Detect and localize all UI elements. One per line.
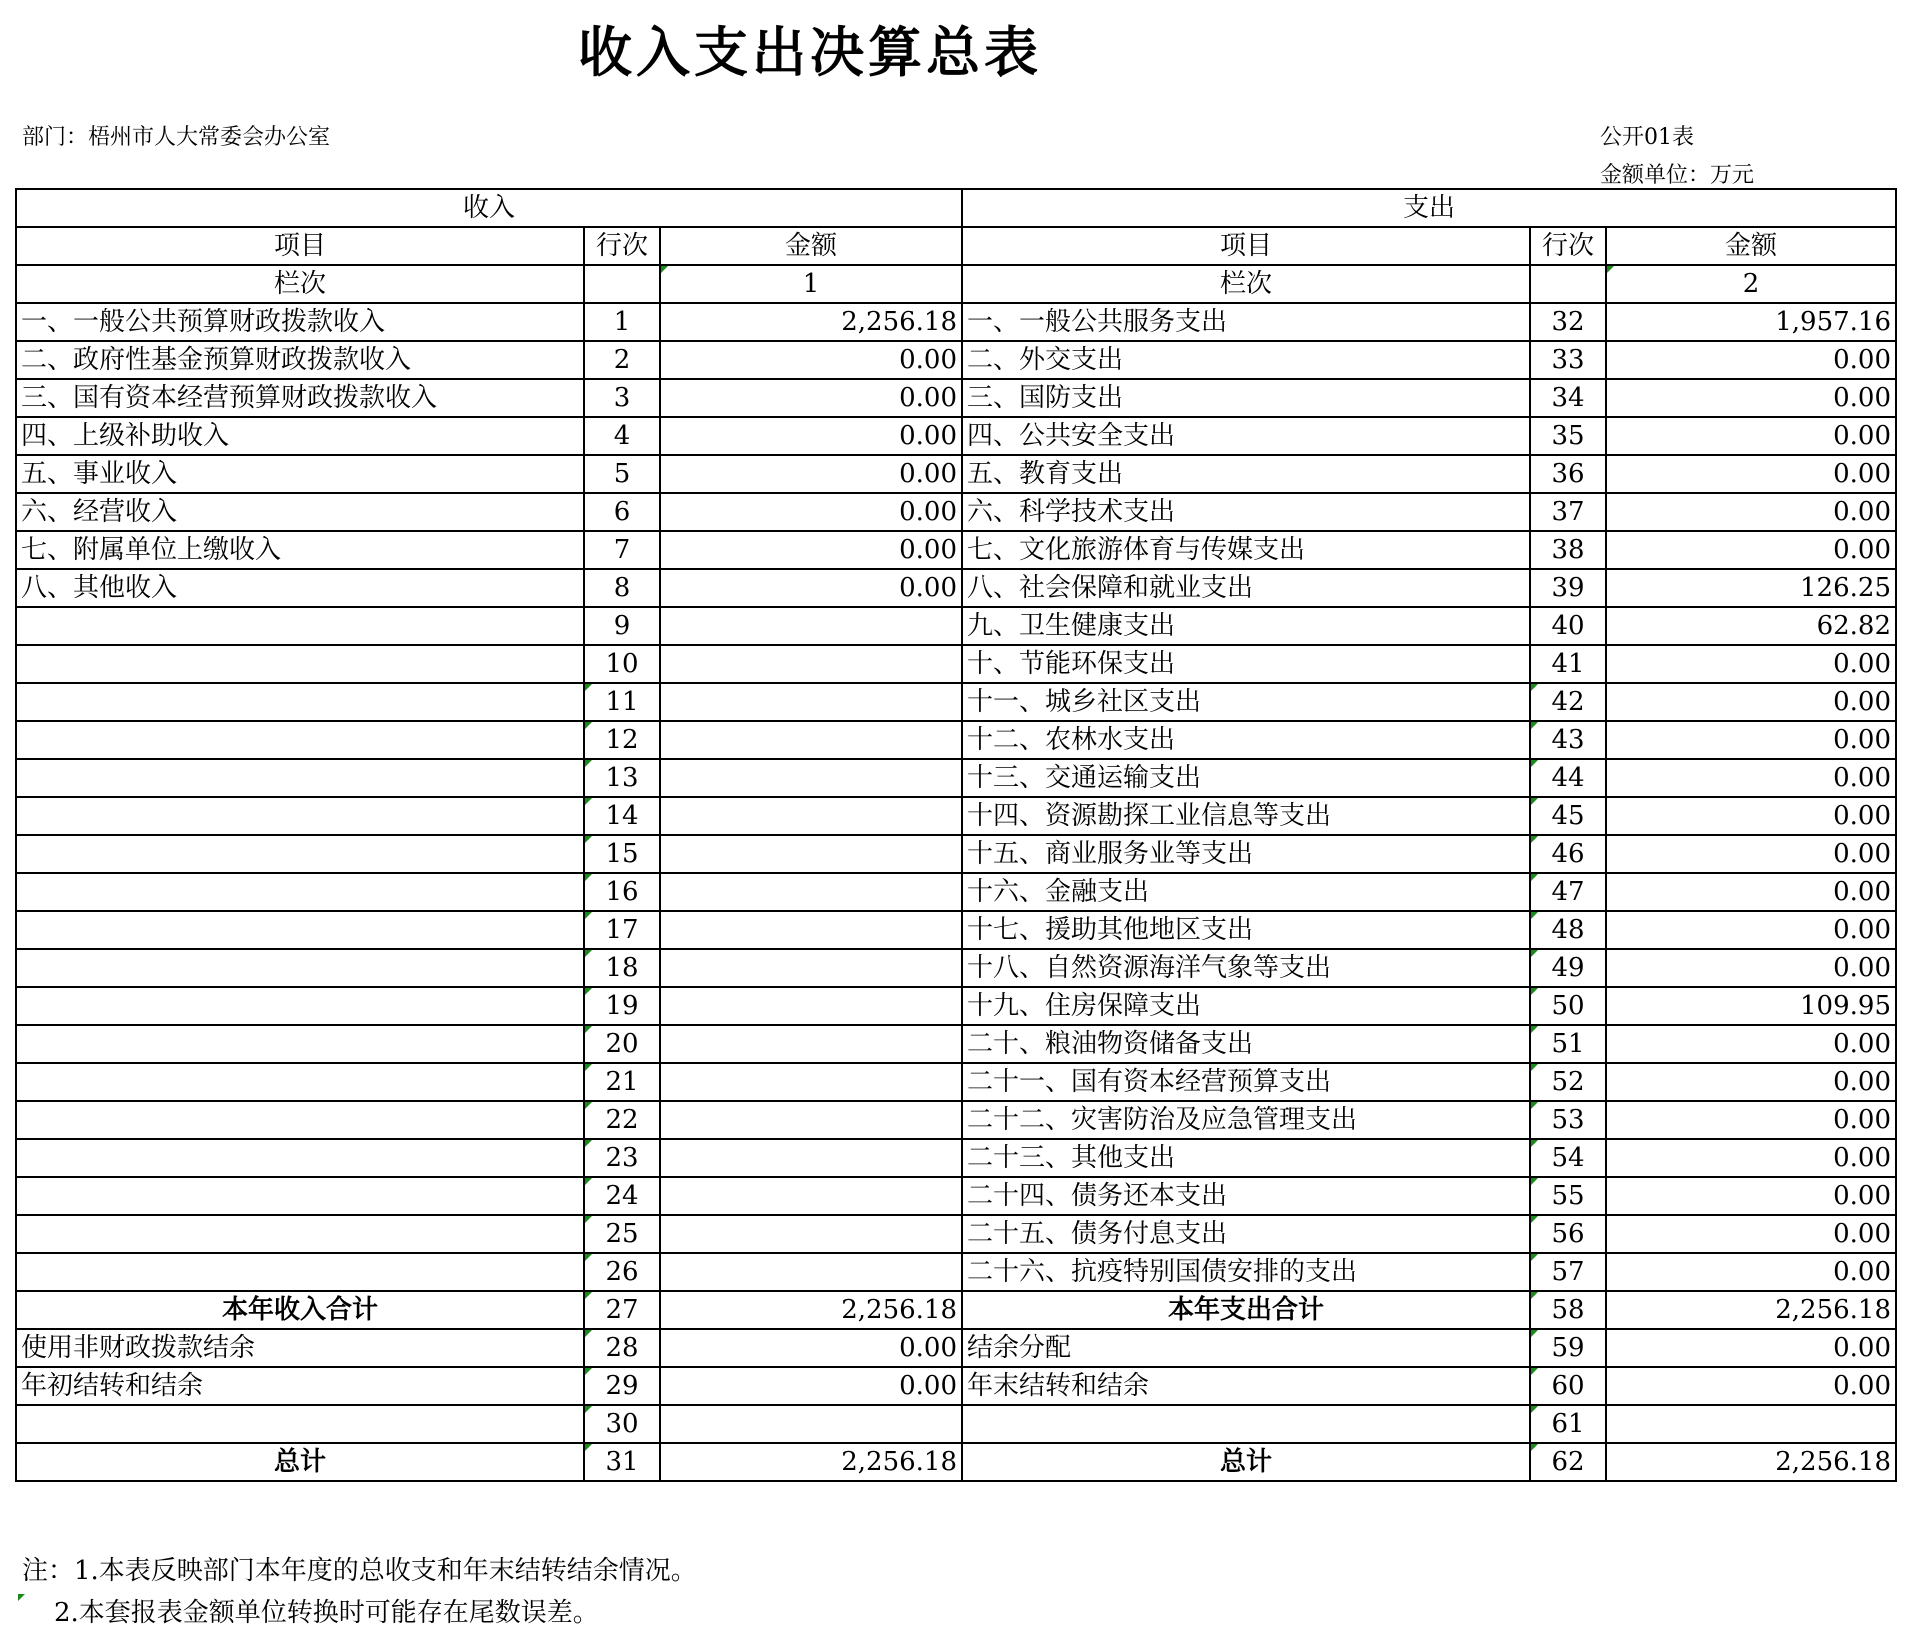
income-item — [16, 987, 584, 1025]
income-line: 1 — [584, 303, 660, 341]
income-summary-amount: 2,256.18 — [660, 1291, 962, 1329]
table-row — [16, 455, 1896, 493]
income-line: 25 — [584, 1215, 660, 1253]
expense-line-header: 行次 — [1530, 227, 1606, 265]
expense-amount: 0.00 — [1606, 835, 1896, 873]
income-amount — [660, 1253, 962, 1291]
expense-amount: 0.00 — [1606, 911, 1896, 949]
expense-item: 五、教育支出 — [962, 455, 1530, 493]
expense-section-header: 支出 — [962, 189, 1896, 227]
expense-summary-amount: 2,256.18 — [1606, 1443, 1896, 1481]
table-row — [16, 1177, 1896, 1215]
expense-amount: 126.25 — [1606, 569, 1896, 607]
income-summary-amount — [660, 1405, 962, 1443]
expense-amount: 0.00 — [1606, 1101, 1896, 1139]
table-row — [16, 1063, 1896, 1101]
expense-line: 33 — [1530, 341, 1606, 379]
income-amount — [660, 1215, 962, 1253]
income-line: 9 — [584, 607, 660, 645]
expense-item: 十七、援助其他地区支出 — [962, 911, 1530, 949]
table-row — [16, 1253, 1896, 1291]
expense-summary-line: 60 — [1530, 1367, 1606, 1405]
income-line: 14 — [584, 797, 660, 835]
expense-line: 50 — [1530, 987, 1606, 1025]
table-row — [16, 417, 1896, 455]
expense-item-header: 项目 — [962, 227, 1530, 265]
income-line: 5 — [584, 455, 660, 493]
income-line: 20 — [584, 1025, 660, 1063]
expense-line: 37 — [1530, 493, 1606, 531]
expense-item: 十一、城乡社区支出 — [962, 683, 1530, 721]
income-line: 8 — [584, 569, 660, 607]
expense-amount: 0.00 — [1606, 531, 1896, 569]
expense-line: 53 — [1530, 1101, 1606, 1139]
income-amount — [660, 721, 962, 759]
income-amount — [660, 873, 962, 911]
expense-amount: 1,957.16 — [1606, 303, 1896, 341]
income-item: 四、上级补助收入 — [16, 417, 584, 455]
income-line: 22 — [584, 1101, 660, 1139]
income-item — [16, 1177, 584, 1215]
income-item: 五、事业收入 — [16, 455, 584, 493]
expense-line: 34 — [1530, 379, 1606, 417]
expense-amount: 0.00 — [1606, 873, 1896, 911]
expense-summary-amount: 0.00 — [1606, 1367, 1896, 1405]
income-line: 26 — [584, 1253, 660, 1291]
income-section-header: 收入 — [16, 189, 962, 227]
income-item: 八、其他收入 — [16, 569, 584, 607]
expense-line: 40 — [1530, 607, 1606, 645]
income-item — [16, 1101, 584, 1139]
income-amount-header: 金额 — [660, 227, 962, 265]
expense-line: 35 — [1530, 417, 1606, 455]
income-item-header: 项目 — [16, 227, 584, 265]
expense-amount: 0.00 — [1606, 1063, 1896, 1101]
income-amount — [660, 1177, 962, 1215]
income-amount: 0.00 — [660, 493, 962, 531]
expense-item: 二十二、灾害防治及应急管理支出 — [962, 1101, 1530, 1139]
income-amount — [660, 1139, 962, 1177]
income-amount — [660, 759, 962, 797]
expense-item: 十四、资源勘探工业信息等支出 — [962, 797, 1530, 835]
table-row — [16, 797, 1896, 835]
expense-amount: 0.00 — [1606, 645, 1896, 683]
expense-summary-line: 62 — [1530, 1443, 1606, 1481]
income-amount — [660, 911, 962, 949]
expense-amount: 0.00 — [1606, 1139, 1896, 1177]
income-line: 15 — [584, 835, 660, 873]
table-row — [16, 493, 1896, 531]
income-item: 一、一般公共预算财政拨款收入 — [16, 303, 584, 341]
expense-item: 九、卫生健康支出 — [962, 607, 1530, 645]
income-item — [16, 1253, 584, 1291]
expense-summary-item: 结余分配 — [962, 1329, 1530, 1367]
income-line-header: 行次 — [584, 227, 660, 265]
income-item: 六、经营收入 — [16, 493, 584, 531]
expense-item: 十三、交通运输支出 — [962, 759, 1530, 797]
expense-line: 32 — [1530, 303, 1606, 341]
expense-line: 51 — [1530, 1025, 1606, 1063]
income-summary-item: 使用非财政拨款结余 — [16, 1329, 584, 1367]
income-summary-amount: 0.00 — [660, 1329, 962, 1367]
expense-summary-amount: 0.00 — [1606, 1329, 1896, 1367]
expense-amount: 0.00 — [1606, 1215, 1896, 1253]
income-summary-line: 31 — [584, 1443, 660, 1481]
expense-line: 42 — [1530, 683, 1606, 721]
income-item — [16, 797, 584, 835]
expense-item: 二十四、债务还本支出 — [962, 1177, 1530, 1215]
income-amount — [660, 1063, 962, 1101]
expense-line: 43 — [1530, 721, 1606, 759]
column-number-row — [16, 265, 1896, 303]
expense-summary-line: 59 — [1530, 1329, 1606, 1367]
expense-summary-line: 58 — [1530, 1291, 1606, 1329]
expense-summary-item: 本年支出合计 — [962, 1291, 1530, 1329]
summary-row — [16, 1291, 1896, 1329]
table-row — [16, 1101, 1896, 1139]
income-column-line-blank — [584, 265, 660, 303]
table-row — [16, 721, 1896, 759]
expense-item: 十九、住房保障支出 — [962, 987, 1530, 1025]
table-row — [16, 379, 1896, 417]
summary-row — [16, 1405, 1896, 1443]
income-amount: 0.00 — [660, 417, 962, 455]
expense-summary-item — [962, 1405, 1530, 1443]
income-summary-item: 总计 — [16, 1443, 584, 1481]
income-summary-item: 年初结转和结余 — [16, 1367, 584, 1405]
expense-summary-amount — [1606, 1405, 1896, 1443]
expense-item: 二十六、抗疫特别国债安排的支出 — [962, 1253, 1530, 1291]
expense-column-line-blank — [1530, 265, 1606, 303]
expense-item: 二十一、国有资本经营预算支出 — [962, 1063, 1530, 1101]
income-item — [16, 645, 584, 683]
income-item — [16, 759, 584, 797]
expense-line: 49 — [1530, 949, 1606, 987]
expense-amount: 62.82 — [1606, 607, 1896, 645]
expense-summary-line: 61 — [1530, 1405, 1606, 1443]
expense-line: 54 — [1530, 1139, 1606, 1177]
income-line: 4 — [584, 417, 660, 455]
income-line: 11 — [584, 683, 660, 721]
income-amount: 0.00 — [660, 379, 962, 417]
income-amount: 2,256.18 — [660, 303, 962, 341]
table-row — [16, 911, 1896, 949]
income-item — [16, 683, 584, 721]
expense-item: 八、社会保障和就业支出 — [962, 569, 1530, 607]
summary-row — [16, 1367, 1896, 1405]
income-item — [16, 1215, 584, 1253]
income-column-number: 1 — [660, 265, 962, 303]
income-item — [16, 835, 584, 873]
table-row — [16, 1025, 1896, 1063]
income-summary-line: 27 — [584, 1291, 660, 1329]
expense-amount: 0.00 — [1606, 721, 1896, 759]
income-item: 二、政府性基金预算财政拨款收入 — [16, 341, 584, 379]
expense-amount: 0.00 — [1606, 1025, 1896, 1063]
income-item — [16, 911, 584, 949]
expense-line: 38 — [1530, 531, 1606, 569]
income-amount: 0.00 — [660, 569, 962, 607]
expense-item: 一、一般公共服务支出 — [962, 303, 1530, 341]
expense-item: 十八、自然资源海洋气象等支出 — [962, 949, 1530, 987]
table-row — [16, 987, 1896, 1025]
expense-line: 55 — [1530, 1177, 1606, 1215]
expense-item: 七、文化旅游体育与传媒支出 — [962, 531, 1530, 569]
income-line: 10 — [584, 645, 660, 683]
income-amount — [660, 949, 962, 987]
expense-column-number: 2 — [1606, 265, 1896, 303]
expense-amount: 0.00 — [1606, 455, 1896, 493]
income-amount — [660, 683, 962, 721]
table-row — [16, 607, 1896, 645]
income-line: 16 — [584, 873, 660, 911]
expense-amount: 0.00 — [1606, 1177, 1896, 1215]
expense-summary-item: 总计 — [962, 1443, 1530, 1481]
expense-amount: 109.95 — [1606, 987, 1896, 1025]
income-amount — [660, 835, 962, 873]
expense-summary-amount: 2,256.18 — [1606, 1291, 1896, 1329]
income-amount — [660, 645, 962, 683]
amount-unit: 金额单位：万元 — [1600, 163, 1755, 188]
expense-item: 四、公共安全支出 — [962, 417, 1530, 455]
income-line: 7 — [584, 531, 660, 569]
expense-amount: 0.00 — [1606, 493, 1896, 531]
expense-line: 48 — [1530, 911, 1606, 949]
expense-line: 52 — [1530, 1063, 1606, 1101]
income-summary-line: 30 — [584, 1405, 660, 1443]
expense-amount: 0.00 — [1606, 1253, 1896, 1291]
expense-item: 二十三、其他支出 — [962, 1139, 1530, 1177]
expense-amount: 0.00 — [1606, 341, 1896, 379]
income-summary-line: 28 — [584, 1329, 660, 1367]
income-amount — [660, 987, 962, 1025]
expense-amount: 0.00 — [1606, 949, 1896, 987]
income-item — [16, 949, 584, 987]
income-amount: 0.00 — [660, 455, 962, 493]
income-line: 18 — [584, 949, 660, 987]
table-row — [16, 569, 1896, 607]
expense-line: 41 — [1530, 645, 1606, 683]
expense-amount-header: 金额 — [1606, 227, 1896, 265]
income-item — [16, 721, 584, 759]
table-row — [16, 303, 1896, 341]
summary-row — [16, 1329, 1896, 1367]
table-row — [16, 1215, 1896, 1253]
income-item: 三、国有资本经营预算财政拨款收入 — [16, 379, 584, 417]
expense-item: 十、节能环保支出 — [962, 645, 1530, 683]
expense-amount: 0.00 — [1606, 417, 1896, 455]
income-item — [16, 1025, 584, 1063]
expense-item: 十六、金融支出 — [962, 873, 1530, 911]
income-line: 21 — [584, 1063, 660, 1101]
table-row — [16, 759, 1896, 797]
income-summary-item — [16, 1405, 584, 1443]
expense-line: 45 — [1530, 797, 1606, 835]
income-summary-amount: 0.00 — [660, 1367, 962, 1405]
income-item — [16, 1063, 584, 1101]
income-line: 19 — [584, 987, 660, 1025]
table-row — [16, 645, 1896, 683]
income-amount: 0.00 — [660, 341, 962, 379]
income-line: 24 — [584, 1177, 660, 1215]
form-number: 公开01表 — [1600, 125, 1694, 150]
expense-item: 二、外交支出 — [962, 341, 1530, 379]
expense-line: 44 — [1530, 759, 1606, 797]
expense-item: 二十、粮油物资储备支出 — [962, 1025, 1530, 1063]
expense-amount: 0.00 — [1606, 683, 1896, 721]
notes — [22, 1550, 697, 1634]
expense-item: 六、科学技术支出 — [962, 493, 1530, 531]
expense-amount: 0.00 — [1606, 797, 1896, 835]
income-summary-line: 29 — [584, 1367, 660, 1405]
expense-line: 56 — [1530, 1215, 1606, 1253]
table-row — [16, 531, 1896, 569]
department-label: 部门：梧州市人大常委会办公室 — [22, 125, 331, 150]
income-line: 6 — [584, 493, 660, 531]
income-line: 2 — [584, 341, 660, 379]
table-row — [16, 949, 1896, 987]
income-item — [16, 607, 584, 645]
table-row — [16, 1139, 1896, 1177]
income-line: 3 — [584, 379, 660, 417]
income-summary-amount: 2,256.18 — [660, 1443, 962, 1481]
income-amount: 0.00 — [660, 531, 962, 569]
expense-line: 47 — [1530, 873, 1606, 911]
expense-amount: 0.00 — [1606, 759, 1896, 797]
column-header-row — [16, 227, 1896, 265]
income-item — [16, 873, 584, 911]
income-amount — [660, 607, 962, 645]
expense-item: 十五、商业服务业等支出 — [962, 835, 1530, 873]
income-line: 13 — [584, 759, 660, 797]
income-line: 12 — [584, 721, 660, 759]
income-amount — [660, 797, 962, 835]
expense-column-label: 栏次 — [962, 265, 1530, 303]
section-header-row — [16, 189, 1896, 227]
income-item: 七、附属单位上缴收入 — [16, 531, 584, 569]
table-row — [16, 835, 1896, 873]
expense-summary-item: 年末结转和结余 — [962, 1367, 1530, 1405]
income-expense-table — [15, 188, 1897, 1482]
table-row — [16, 873, 1896, 911]
income-item — [16, 1139, 584, 1177]
income-line: 23 — [584, 1139, 660, 1177]
expense-line: 36 — [1530, 455, 1606, 493]
income-summary-item: 本年收入合计 — [16, 1291, 584, 1329]
expense-item: 十二、农林水支出 — [962, 721, 1530, 759]
expense-item: 三、国防支出 — [962, 379, 1530, 417]
report-title: 收入支出决算总表 — [578, 21, 1042, 84]
table-row — [16, 341, 1896, 379]
note-2: 2.本套报表金额单位转换时可能存在尾数误差。 — [22, 1592, 697, 1634]
expense-line: 39 — [1530, 569, 1606, 607]
expense-amount: 0.00 — [1606, 379, 1896, 417]
summary-row — [16, 1443, 1896, 1481]
expense-line: 46 — [1530, 835, 1606, 873]
expense-item: 二十五、债务付息支出 — [962, 1215, 1530, 1253]
income-amount — [660, 1101, 962, 1139]
income-line: 17 — [584, 911, 660, 949]
note-1: 注：1.本表反映部门本年度的总收支和年末结转结余情况。 — [22, 1556, 697, 1586]
income-amount — [660, 1025, 962, 1063]
income-column-label: 栏次 — [16, 265, 584, 303]
table-row — [16, 683, 1896, 721]
expense-line: 57 — [1530, 1253, 1606, 1291]
